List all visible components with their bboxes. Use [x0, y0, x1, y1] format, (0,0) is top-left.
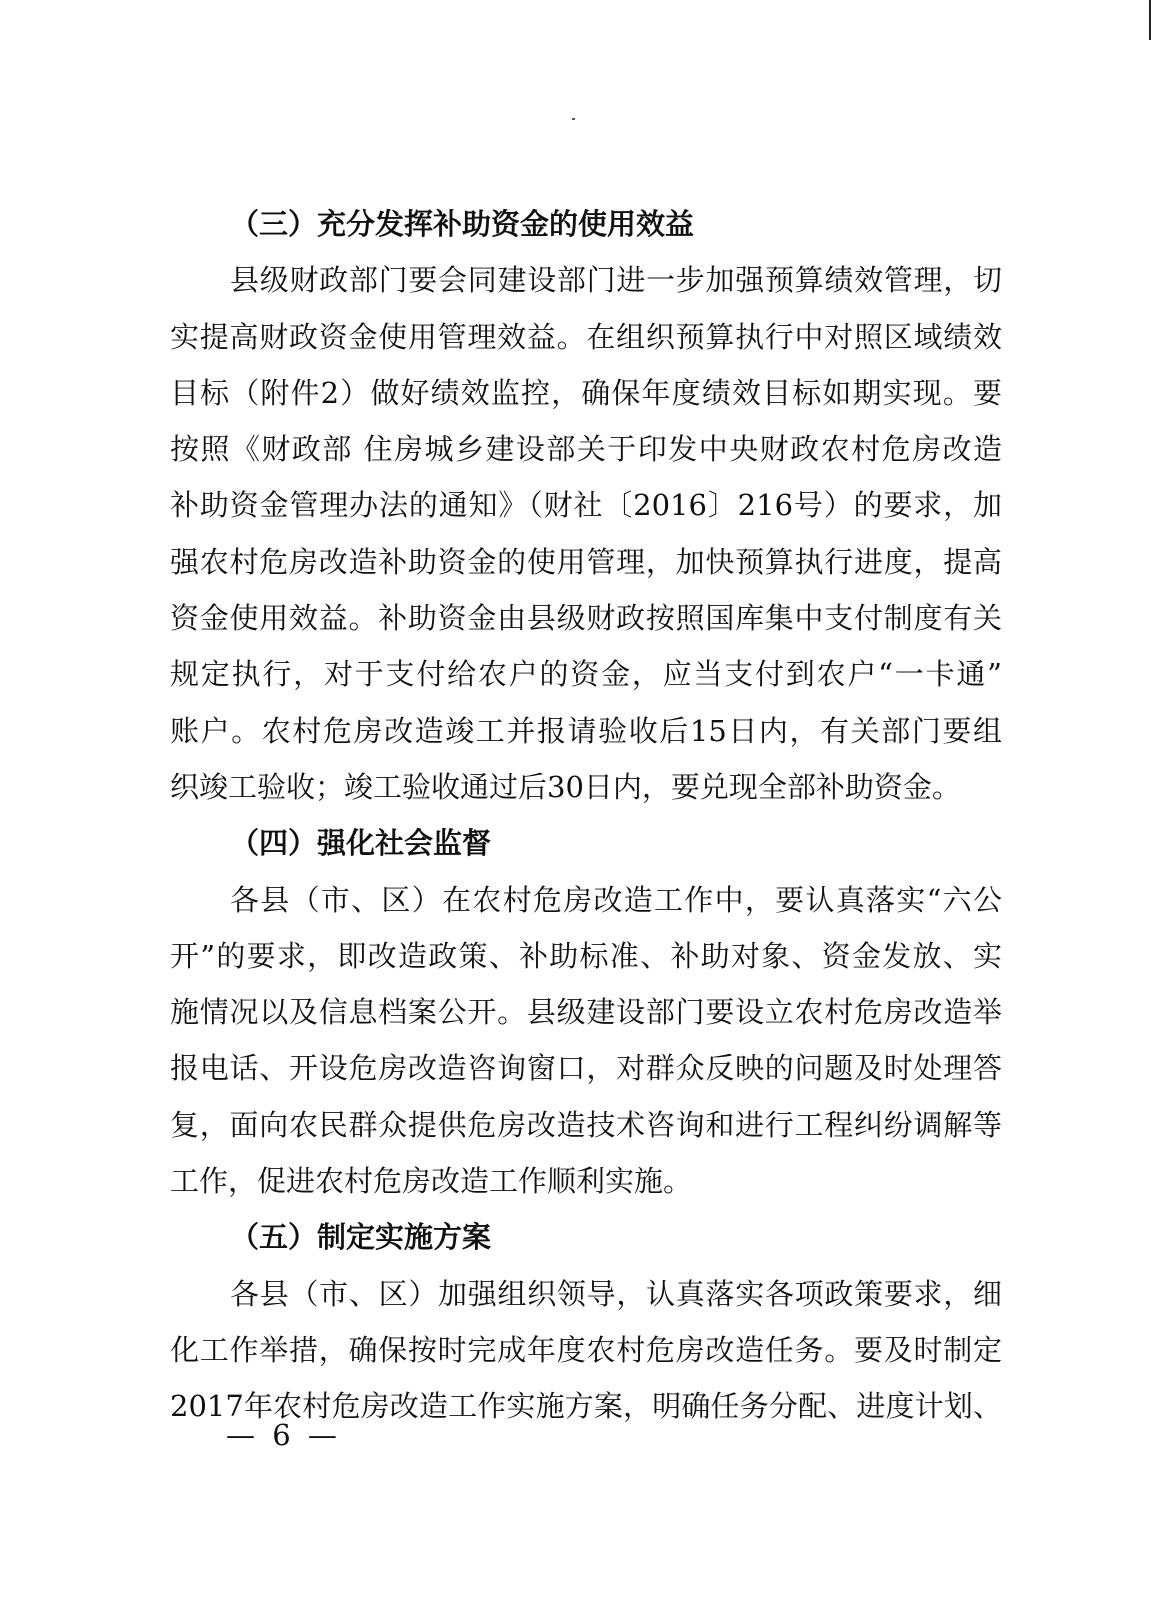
paragraph-line: 强农村危房改造补助资金的使用管理，加快预算执行进度，提高 [170, 544, 1002, 579]
paragraph-line: 按照《财政部 住房城乡建设部关于印发中央财政农村危房改造 [170, 432, 1002, 467]
paragraph-line: 工作，促进农村危房改造工作顺利实施。 [170, 1164, 693, 1199]
section-heading-4: （四）强化社会监督 [230, 826, 492, 861]
paragraph-line: 化工作举措，确保按时完成年度农村危房改造任务。要及时制定 [170, 1332, 1002, 1367]
section-heading-3: （三）充分发挥补助资金的使用效益 [230, 207, 695, 241]
document-body [170, 196, 1002, 1435]
paragraph-line: 施情况以及信息档案公开。县级建设部门要设立农村危房改造举 [170, 995, 1002, 1030]
paragraph-line: 账户。农村危房改造竣工并报请验收后15日内，有关部门要组 [170, 713, 1002, 748]
paragraph-line: 实提高财政资金使用管理效益。在组织预算执行中对照区域绩效 [170, 319, 1002, 354]
paragraph-line: 各县（市、区）加强组织领导，认真落实各项政策要求，细 [230, 1276, 1002, 1311]
section-heading-5: （五）制定实施方案 [230, 1220, 492, 1255]
scan-speck [572, 118, 575, 120]
paragraph-line: 资金使用效益。补助资金由县级财政按照国库集中支付制度有关 [170, 601, 1002, 636]
page-number: — 6 — [226, 1418, 341, 1452]
paragraph-line: 织竣工验收；竣工验收通过后30日内，要兑现全部补助资金。 [170, 769, 961, 804]
paragraph-line: 补助资金管理办法的通知》（财社〔2016〕216号）的要求，加 [170, 488, 1002, 523]
paragraph-line: 县级财政部门要会同建设部门进一步加强预算绩效管理，切 [230, 263, 1002, 298]
paragraph-line: 报电话、开设危房改造咨询窗口，对群众反映的问题及时处理答 [170, 1051, 1002, 1086]
paragraph-line: 各县（市、区）在农村危房改造工作中，要认真落实“六公 [230, 882, 1002, 917]
paragraph-line: 目标（附件2）做好绩效监控，确保年度绩效目标如期实现。要 [170, 375, 1002, 410]
paragraph-line: 复，面向农民群众提供危房改造技术咨询和进行工程纠纷调解等 [170, 1107, 1002, 1142]
paragraph-line: 2017年农村危房改造工作实施方案，明确任务分配、进度计划、 [170, 1389, 1002, 1424]
paragraph-line: 开”的要求，即改造政策、补助标准、补助对象、资金发放、实 [170, 938, 1002, 973]
paragraph-line: 规定执行，对于支付给农户的资金，应当支付到农户“一卡通” [170, 657, 1002, 692]
scan-edge-mark [1149, 0, 1151, 40]
